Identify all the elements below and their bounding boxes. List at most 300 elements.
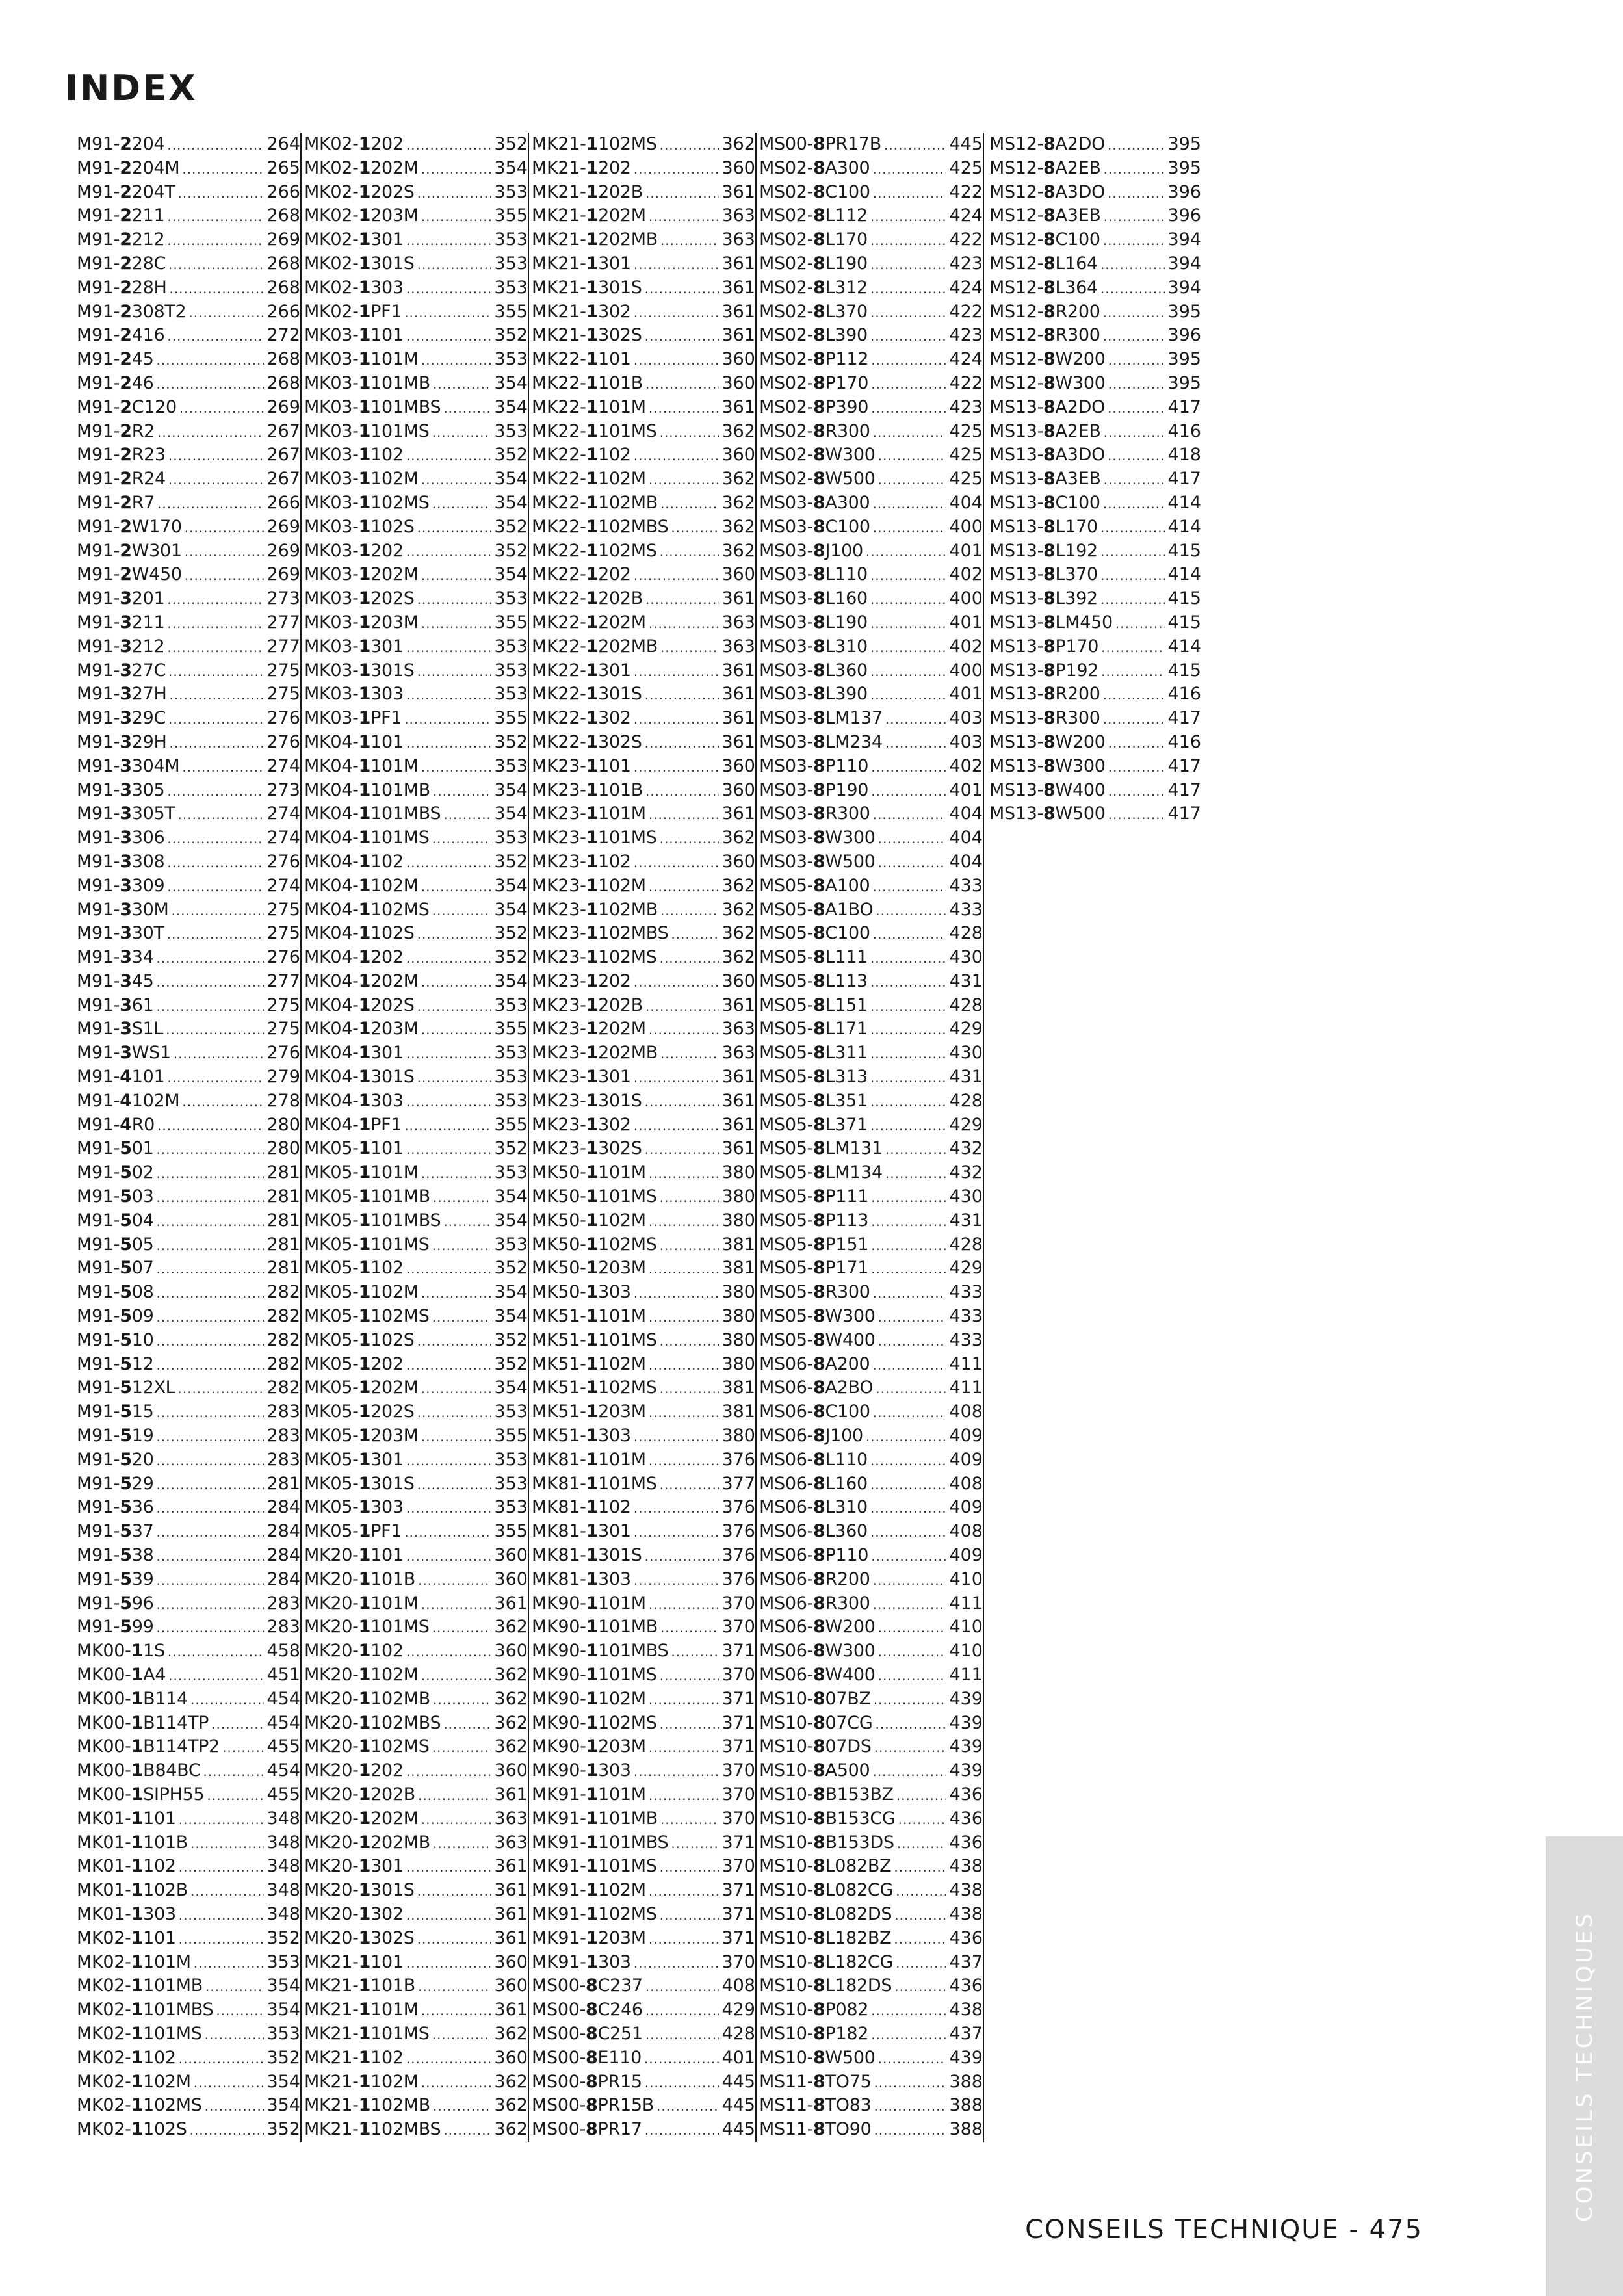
part-prefix: M91- xyxy=(77,492,120,513)
dot-leader xyxy=(873,803,947,827)
part-suffix: R200 xyxy=(1055,684,1100,705)
index-entry xyxy=(532,922,755,946)
page-number: 269 xyxy=(266,397,300,417)
part-series-digit: 1 xyxy=(586,1043,599,1063)
part-reference xyxy=(759,994,868,1018)
page-number: 436 xyxy=(949,1976,983,1996)
part-prefix: MK20- xyxy=(304,1545,359,1566)
dot-leader xyxy=(1104,421,1165,445)
page-number: 428 xyxy=(949,1234,983,1255)
index-entry xyxy=(304,707,528,731)
page-number: 363 xyxy=(721,636,755,657)
part-series-digit: 1 xyxy=(358,2000,371,2020)
part-suffix: 101MBS xyxy=(598,1832,669,1853)
part-series-digit: 8 xyxy=(586,2047,598,2068)
part-reference xyxy=(989,420,1101,444)
dot-leader xyxy=(878,1640,947,1664)
part-series-digit: 8 xyxy=(813,2023,825,2044)
part-suffix: 202M xyxy=(598,1019,646,1039)
part-suffix: E110 xyxy=(597,2047,642,2068)
page-number: 267 xyxy=(266,469,300,489)
part-suffix: L182CG xyxy=(825,1951,894,1972)
dot-leader xyxy=(1104,157,1165,181)
part-suffix: 102S xyxy=(143,2119,187,2140)
dot-leader xyxy=(866,1425,947,1449)
part-reference xyxy=(759,1137,883,1161)
part-suffix: L151 xyxy=(825,995,868,1015)
page-number: 423 xyxy=(949,325,983,346)
part-reference xyxy=(759,348,868,372)
dot-leader xyxy=(871,1210,946,1234)
page-number: 396 xyxy=(1167,181,1201,202)
index-entry xyxy=(989,396,1201,420)
dot-leader xyxy=(644,2047,720,2071)
part-reference xyxy=(532,779,643,803)
dot-leader xyxy=(870,1473,947,1497)
part-series-digit: 1 xyxy=(131,1976,144,1996)
part-suffix: 102M xyxy=(598,1210,646,1231)
dot-leader xyxy=(634,1066,720,1090)
index-entry xyxy=(759,683,983,707)
index-entry xyxy=(759,1639,983,1663)
part-reference xyxy=(77,1041,171,1065)
dot-leader xyxy=(178,803,265,827)
part-series-digit: 1 xyxy=(358,1138,371,1159)
part-series-digit: 1 xyxy=(586,588,599,609)
page-number: 275 xyxy=(266,684,300,705)
page-number: 438 xyxy=(949,2000,983,2020)
part-suffix: 212 xyxy=(131,229,165,250)
index-entry xyxy=(759,850,983,874)
part-series-digit: 1 xyxy=(358,1976,371,1996)
index-entry xyxy=(759,826,983,850)
part-suffix: 204M xyxy=(131,157,180,178)
part-reference xyxy=(759,324,868,348)
part-reference xyxy=(77,133,164,157)
index-entry xyxy=(304,181,528,205)
page-number: 433 xyxy=(949,1282,983,1303)
part-reference xyxy=(304,611,419,635)
part-series-digit: 8 xyxy=(813,1617,825,1637)
part-series-digit: 1 xyxy=(586,1067,599,1088)
page-number: 268 xyxy=(266,205,300,226)
part-suffix: 202S xyxy=(370,588,415,609)
dot-leader xyxy=(404,1520,491,1545)
part-reference xyxy=(759,683,868,707)
page-number: 353 xyxy=(494,995,528,1015)
part-series-digit: 3 xyxy=(120,731,132,752)
dot-leader xyxy=(871,1999,946,2023)
page-number: 348 xyxy=(266,1808,300,1829)
dot-leader xyxy=(185,540,265,564)
dot-leader xyxy=(894,1927,946,1951)
index-entry xyxy=(759,1137,983,1161)
page-number: 282 xyxy=(266,1353,300,1374)
index-entry xyxy=(989,731,1201,755)
dot-leader xyxy=(168,468,265,492)
dot-leader xyxy=(873,1593,947,1617)
part-series-digit: 1 xyxy=(586,1258,599,1279)
part-series-digit: 1 xyxy=(358,469,371,489)
page-number: 381 xyxy=(721,1234,755,1255)
part-series-digit: 1 xyxy=(586,803,599,824)
dot-leader xyxy=(167,779,264,803)
dot-leader xyxy=(156,1449,264,1473)
index-entry xyxy=(532,2094,755,2118)
part-suffix: 202M xyxy=(370,157,419,178)
dot-leader xyxy=(169,683,264,707)
part-reference xyxy=(304,683,404,707)
index-entry xyxy=(759,1879,983,1903)
index-entry xyxy=(304,1855,528,1879)
dot-leader xyxy=(649,468,720,492)
part-suffix: 101M xyxy=(598,397,646,417)
dot-leader xyxy=(1108,133,1165,157)
part-reference xyxy=(989,540,1098,564)
part-suffix: P111 xyxy=(825,1186,869,1207)
index-entry xyxy=(989,324,1201,348)
part-reference xyxy=(77,204,164,228)
dot-leader xyxy=(874,2119,946,2143)
dot-leader xyxy=(878,1329,947,1353)
page-number: 354 xyxy=(266,2095,300,2116)
dot-leader xyxy=(178,181,265,205)
page-number: 275 xyxy=(266,995,300,1015)
part-prefix: MS03- xyxy=(759,588,814,609)
part-suffix: A2DO xyxy=(1055,397,1106,417)
part-reference xyxy=(759,659,868,683)
page-number: 416 xyxy=(1167,731,1201,752)
index-entry xyxy=(759,2022,983,2046)
index-entry xyxy=(77,491,300,515)
page-number: 401 xyxy=(949,779,983,800)
dot-leader xyxy=(432,1616,492,1640)
part-reference xyxy=(304,922,415,946)
index-entry xyxy=(532,276,755,300)
part-prefix: MK04- xyxy=(304,828,359,848)
part-reference xyxy=(304,1615,430,1639)
part-series-digit: 1 xyxy=(586,828,599,848)
part-suffix: 202M xyxy=(370,1377,419,1398)
dot-leader xyxy=(871,397,946,421)
part-reference xyxy=(759,1568,870,1592)
index-entry xyxy=(77,850,300,874)
part-suffix: 101 xyxy=(370,1545,404,1566)
index-entry xyxy=(77,659,300,683)
part-series-digit: 2 xyxy=(120,181,132,202)
dot-leader xyxy=(179,1927,265,1951)
dot-leader xyxy=(406,1951,492,1976)
dot-leader xyxy=(417,1066,492,1090)
part-reference xyxy=(759,467,876,491)
index-entry xyxy=(759,228,983,252)
index-entry xyxy=(304,1089,528,1114)
part-reference xyxy=(989,396,1105,420)
part-suffix: 101 xyxy=(370,325,404,346)
index-entry xyxy=(77,1615,300,1639)
part-series-digit: 1 xyxy=(358,421,371,441)
index-entry xyxy=(304,540,528,564)
part-reference xyxy=(759,2022,868,2046)
part-prefix: MS13- xyxy=(989,516,1044,537)
index-entry xyxy=(77,1688,300,1712)
part-suffix: A200 xyxy=(825,1353,870,1374)
dot-leader xyxy=(649,1688,720,1712)
part-prefix: MS03- xyxy=(759,540,814,561)
part-series-digit: 1 xyxy=(358,1043,371,1063)
dot-leader xyxy=(156,1281,264,1305)
page-number: 360 xyxy=(721,157,755,178)
dot-leader xyxy=(660,946,720,971)
page-number: 354 xyxy=(494,1186,528,1207)
part-suffix: L312 xyxy=(825,277,868,298)
part-reference xyxy=(77,1185,153,1209)
page-number: 353 xyxy=(494,1497,528,1518)
part-suffix: L360 xyxy=(825,660,868,681)
dot-leader xyxy=(443,803,491,827)
page-number: 424 xyxy=(949,349,983,370)
dot-leader xyxy=(421,971,492,995)
index-entry xyxy=(759,755,983,779)
part-reference xyxy=(532,348,631,372)
part-series-digit: 1 xyxy=(358,1067,371,1088)
part-series-digit: 8 xyxy=(1043,516,1056,537)
part-prefix: MS06- xyxy=(759,1641,814,1662)
part-series-digit: 5 xyxy=(120,1138,132,1159)
index-entry xyxy=(759,1329,983,1353)
part-reference xyxy=(759,1998,868,2022)
part-prefix: MK90- xyxy=(532,1593,586,1613)
part-suffix: 101MS xyxy=(370,1234,430,1255)
index-entry xyxy=(304,563,528,587)
page-number: 404 xyxy=(949,803,983,824)
part-suffix: P112 xyxy=(825,349,869,370)
part-suffix: 302 xyxy=(598,1114,631,1135)
index-entry xyxy=(532,1424,755,1448)
part-series-digit: 1 xyxy=(358,1306,371,1327)
index-entry xyxy=(532,1185,755,1209)
index-entry xyxy=(989,755,1201,779)
part-suffix: 303 xyxy=(598,1951,631,1972)
page-number: 267 xyxy=(266,445,300,465)
dot-leader xyxy=(406,540,492,564)
part-reference xyxy=(989,683,1100,707)
dot-leader xyxy=(168,660,264,684)
part-reference xyxy=(77,1353,153,1377)
index-entry xyxy=(77,1783,300,1807)
part-suffix: 202 xyxy=(598,157,631,178)
page-number: 409 xyxy=(949,1497,983,1518)
page-number: 404 xyxy=(949,492,983,513)
part-suffix: L371 xyxy=(825,1114,868,1135)
dot-leader xyxy=(885,1162,947,1186)
index-entry xyxy=(77,1974,300,1998)
part-prefix: MK23- xyxy=(532,1019,586,1039)
part-reference xyxy=(759,850,876,874)
part-reference xyxy=(759,1114,868,1138)
part-series-digit: 1 xyxy=(358,1832,371,1853)
part-suffix: 101M xyxy=(598,1449,646,1470)
part-suffix: W300 xyxy=(1055,372,1106,393)
part-reference xyxy=(304,994,415,1018)
part-suffix: 101MBS xyxy=(143,2000,214,2020)
page-number: 439 xyxy=(949,1688,983,1709)
part-prefix: MK22- xyxy=(532,540,586,561)
index-entry xyxy=(532,659,755,683)
dot-leader xyxy=(421,348,492,372)
part-reference xyxy=(304,1089,404,1114)
index-entry xyxy=(77,1998,300,2022)
part-reference xyxy=(759,1233,868,1257)
part-prefix: MS03- xyxy=(759,636,814,657)
part-series-digit: 4 xyxy=(120,1090,132,1111)
part-series-digit: 5 xyxy=(120,1497,132,1518)
part-reference xyxy=(532,1448,646,1472)
part-suffix: C100 xyxy=(825,923,870,944)
page-number: 360 xyxy=(721,349,755,370)
part-series-digit: 1 xyxy=(586,1402,599,1422)
part-prefix: MS10- xyxy=(759,1976,814,1996)
page-number: 428 xyxy=(949,995,983,1015)
part-prefix: MK90- xyxy=(532,1665,586,1685)
part-series-digit: 2 xyxy=(120,229,132,250)
part-series-digit: 8 xyxy=(1043,469,1056,489)
part-prefix: MK91- xyxy=(532,1880,586,1901)
page-number: 348 xyxy=(266,1856,300,1877)
part-series-digit: 8 xyxy=(813,803,825,824)
part-series-digit: 1 xyxy=(586,325,599,346)
part-series-digit: 1 xyxy=(358,636,371,657)
index-entry xyxy=(304,515,528,540)
index-entry xyxy=(77,133,300,157)
part-prefix: M91- xyxy=(77,1138,120,1159)
part-suffix: TO75 xyxy=(825,2071,872,2092)
part-prefix: MS13- xyxy=(989,492,1044,513)
part-reference xyxy=(759,1951,893,1975)
page-number: 376 xyxy=(721,1521,755,1542)
page-number: 354 xyxy=(494,564,528,585)
part-prefix: MK04- xyxy=(304,899,359,920)
part-suffix: L113 xyxy=(825,971,868,991)
dot-leader xyxy=(417,181,492,205)
part-reference xyxy=(532,1209,646,1233)
page-number: 415 xyxy=(1167,660,1201,681)
part-series-digit: 1 xyxy=(358,995,371,1015)
dot-leader xyxy=(873,181,947,205)
part-reference xyxy=(304,1879,415,1903)
index-entry xyxy=(304,779,528,803)
dot-leader xyxy=(649,1257,720,1281)
part-reference xyxy=(759,491,870,515)
part-prefix: MK03- xyxy=(304,708,359,729)
part-suffix: B153BZ xyxy=(825,1784,894,1805)
part-suffix: 101MS xyxy=(143,2023,202,2044)
part-reference xyxy=(77,2070,191,2094)
part-series-digit: 8 xyxy=(813,1927,825,1948)
part-series-digit: 2 xyxy=(120,421,132,441)
part-suffix: B114TP xyxy=(143,1712,209,1733)
part-series-digit: 8 xyxy=(813,253,825,274)
index-entry xyxy=(304,1735,528,1759)
page-number: 395 xyxy=(1167,301,1201,322)
dot-leader xyxy=(421,1425,492,1449)
page-number: 363 xyxy=(721,229,755,250)
page-footer: CONSEILS TECHNIQUE - 475 xyxy=(1025,2215,1423,2245)
part-series-digit: 1 xyxy=(358,708,371,729)
part-series-digit: 1 xyxy=(586,971,599,991)
index-entry xyxy=(989,587,1201,611)
index-entry xyxy=(77,420,300,444)
part-prefix: MK03- xyxy=(304,372,359,393)
part-reference xyxy=(759,181,870,205)
index-entry xyxy=(532,1615,755,1639)
part-reference xyxy=(989,802,1106,826)
part-reference xyxy=(532,1759,631,1783)
part-reference xyxy=(532,1735,646,1759)
part-series-digit: 1 xyxy=(358,540,371,561)
index-entry xyxy=(532,1520,755,1544)
part-suffix: W400 xyxy=(1055,779,1106,800)
page-number: 362 xyxy=(494,1688,528,1709)
index-entry xyxy=(77,1161,300,1185)
part-series-digit: 1 xyxy=(586,995,599,1015)
part-prefix: MK02- xyxy=(304,277,359,298)
part-series-digit: 1 xyxy=(358,731,371,752)
dot-leader xyxy=(649,612,720,636)
part-reference xyxy=(989,181,1105,205)
part-suffix: 202S xyxy=(370,1402,415,1422)
part-reference xyxy=(759,228,868,252)
index-entry xyxy=(989,491,1201,515)
page-number: 354 xyxy=(494,372,528,393)
dot-leader xyxy=(634,444,720,468)
part-suffix: 301 xyxy=(598,253,631,274)
index-entry xyxy=(77,1041,300,1065)
part-suffix: W200 xyxy=(1055,731,1106,752)
part-series-digit: 1 xyxy=(586,564,599,585)
dot-leader xyxy=(443,2119,491,2143)
part-series-digit: 1 xyxy=(358,1090,371,1111)
part-series-digit: 1 xyxy=(358,301,371,322)
part-reference xyxy=(77,1161,153,1185)
part-prefix: MK20- xyxy=(304,1880,359,1901)
dot-leader xyxy=(649,1449,720,1473)
part-reference xyxy=(77,946,153,970)
part-suffix: W400 xyxy=(825,1665,876,1685)
part-prefix: MK22- xyxy=(532,421,586,441)
dot-leader xyxy=(894,1855,946,1879)
part-prefix: MK01- xyxy=(77,1832,131,1853)
index-entry xyxy=(759,563,983,587)
part-suffix: L171 xyxy=(825,1019,868,1039)
part-reference xyxy=(532,1496,631,1520)
part-prefix: MS05- xyxy=(759,1258,814,1279)
part-series-digit: 5 xyxy=(120,1593,132,1613)
part-series-digit: 8 xyxy=(813,1449,825,1470)
part-suffix: 45 xyxy=(131,971,154,991)
index-entry xyxy=(759,1424,983,1448)
part-series-digit: 5 xyxy=(120,1402,132,1422)
part-suffix: 102M xyxy=(598,875,646,896)
index-entry xyxy=(759,1951,983,1975)
dot-leader xyxy=(167,205,264,229)
part-prefix: MS02- xyxy=(759,229,814,250)
index-entry xyxy=(532,1065,755,1089)
part-series-digit: 8 xyxy=(813,229,825,250)
dot-leader xyxy=(211,1712,264,1736)
dot-leader xyxy=(406,1090,492,1114)
index-entry xyxy=(759,1544,983,1568)
